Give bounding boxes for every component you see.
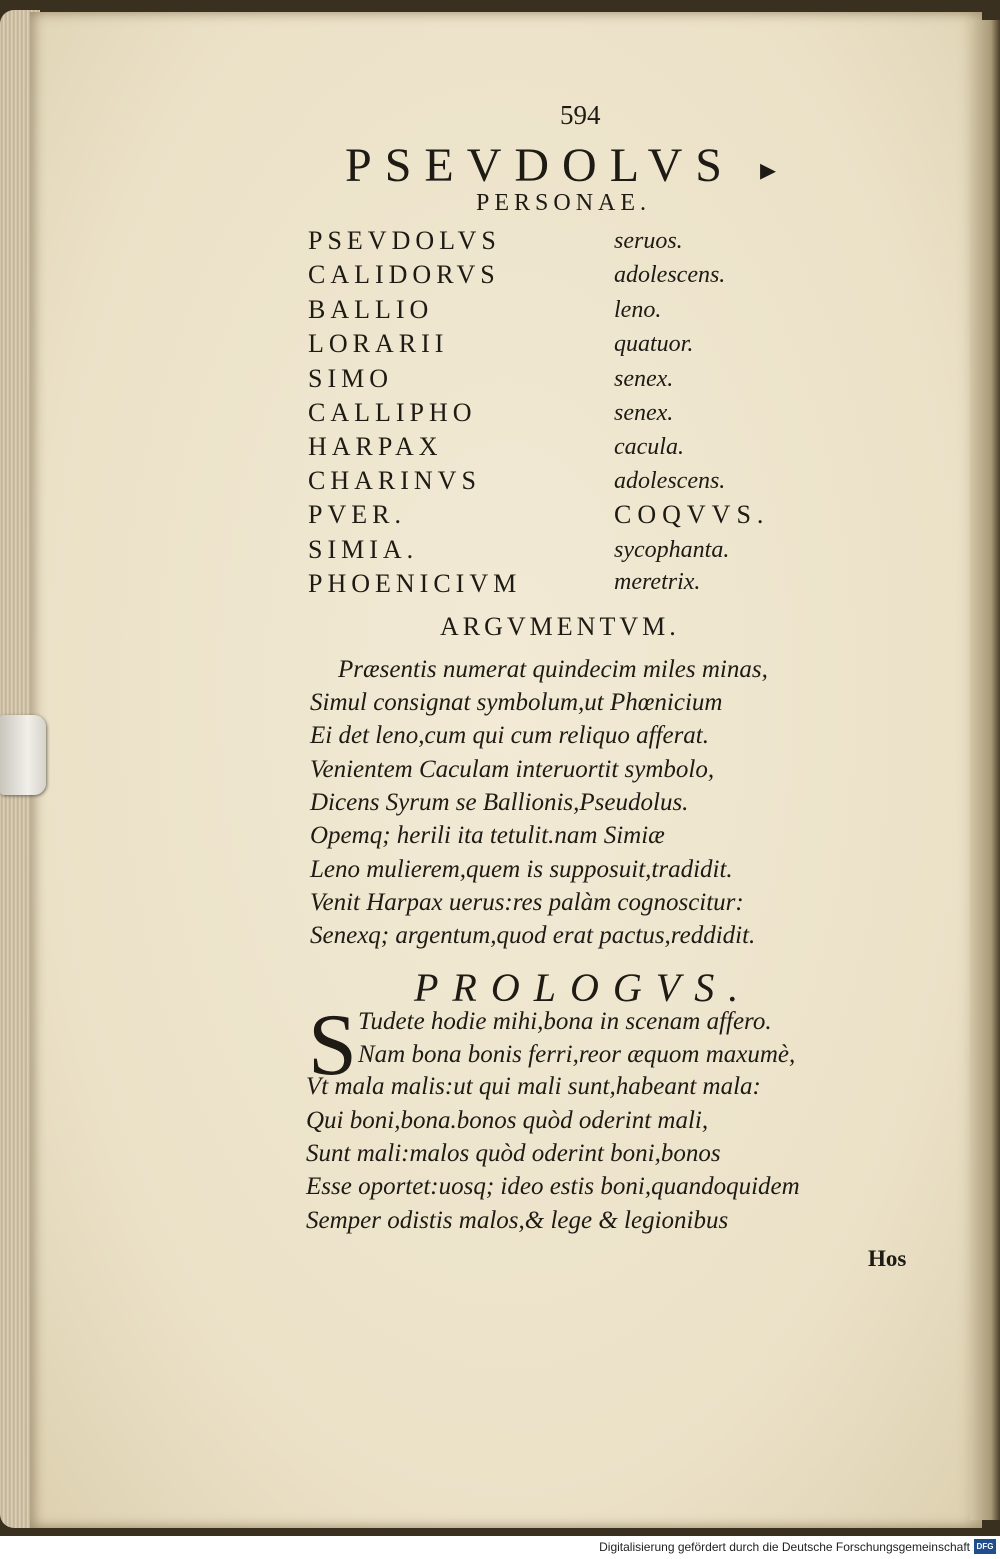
cast-role: senex.: [614, 366, 674, 392]
dfg-logo-icon: DFG: [974, 1539, 996, 1554]
prologus-heading: PROLOGVS.: [414, 965, 753, 1010]
cast-role: adolescens.: [614, 468, 726, 494]
verse-line: Tudete hodie mihi,bona in scenam affero.: [358, 1008, 772, 1035]
page-clip: [0, 715, 46, 795]
verse-line: Qui boni,bona.bonos quòd oderint mali,: [306, 1107, 709, 1134]
footer-bar: [0, 1536, 1000, 1559]
verse-line: Leno mulierem,quem is supposuit,tradidit.: [310, 856, 733, 883]
cast-name: BALLIO: [308, 295, 434, 324]
cast-name: CHARINVS: [308, 466, 481, 495]
verse-line: Esse oportet:uosq; ideo estis boni,quandoquidem: [306, 1173, 800, 1200]
cast-role: cacula.: [614, 434, 684, 460]
gutter-shadow: [970, 20, 1000, 1520]
verse-line: Præsentis numerat quindecim miles minas,: [338, 656, 768, 683]
verse-line: Ei det leno,cum qui cum reliquo afferat.: [310, 722, 709, 749]
catchword: Hos: [868, 1246, 907, 1271]
cast-role: seruos.: [614, 228, 683, 254]
cast-name: CALIDORVS: [308, 260, 500, 289]
cast-name: PSEVDOLVS: [308, 226, 501, 255]
cast-role: adolescens.: [614, 262, 726, 288]
cast-name: CALLIPHO: [308, 398, 477, 427]
cast-name: SIMIA.: [308, 535, 419, 564]
verse-line: Sunt mali:malos quòd oderint boni,bonos: [306, 1140, 721, 1167]
title-ornament: ▸: [760, 151, 777, 187]
personae-heading: PERSONAE.: [476, 190, 652, 216]
verse-line: Nam bona bonis ferri,reor æquom maxumè,: [358, 1041, 796, 1068]
cast-name: HARPAX: [308, 432, 443, 461]
verse-line: Semper odistis malos,& lege & legionibus: [306, 1207, 729, 1234]
cast-name: PVER.: [308, 500, 406, 529]
verse-line: Vt mala malis:ut qui mali sunt,habeant mala:: [306, 1073, 761, 1100]
play-title: PSEVDOLVS: [345, 139, 735, 192]
cast-role: meretrix.: [614, 569, 701, 595]
verse-line: Dicens Syrum se Ballionis,Pseudolus.: [310, 789, 689, 816]
verse-line: Venientem Caculam interuortit symbolo,: [310, 756, 715, 783]
funding-notice: Digitalisierung gefördert durch die Deutsche Forschungsgemeinschaft: [599, 1540, 970, 1554]
cast-role: quatuor.: [614, 331, 694, 357]
argumentum-heading: ARGVMENTVM.: [440, 612, 680, 641]
cast-name: SIMO: [308, 364, 394, 393]
verse-line: Venit Harpax uerus:res palàm cognoscitur:: [310, 889, 744, 916]
folio-number: 594: [560, 100, 601, 130]
verse-line: Opemq; herili ita tetulit.nam Simiæ: [310, 822, 665, 849]
verse-line: Simul consignat symbolum,ut Phœnicium: [310, 689, 723, 716]
cast-role: leno.: [614, 297, 662, 323]
cast-role: senex.: [614, 400, 674, 426]
cast-role: sycophanta.: [614, 537, 730, 563]
cast-name: PHOENICIVM: [308, 569, 522, 598]
cast-role: COQVVS.: [614, 500, 770, 529]
drop-cap: S: [308, 997, 357, 1094]
verse-line: Senexq; argentum,quod erat pactus,reddidit.: [310, 922, 756, 949]
cast-name: LORARII: [308, 329, 449, 358]
